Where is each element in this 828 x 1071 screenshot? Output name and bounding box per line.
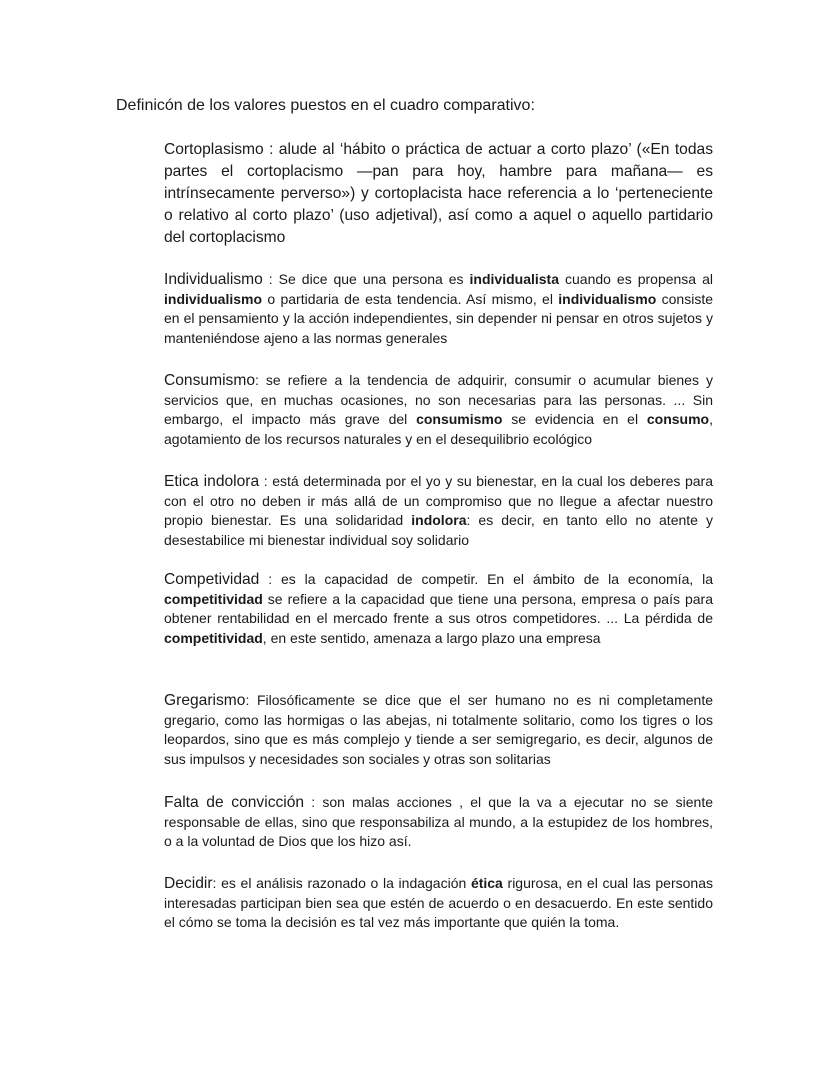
definition-text: : es el análisis razonado o la indagación	[212, 875, 471, 891]
entry-decidir	[164, 874, 713, 933]
definition-text: , en este sentido, amenaza a largo plazo una empresa	[262, 629, 601, 646]
definition-text: cuando es propensa al	[559, 271, 713, 287]
definition-text: se refiere a la capacidad que tiene una persona, empresa o país para obtener rentabilidad en el mercado frente a sus otros competidores. ... La pérdida de	[164, 590, 713, 626]
entry-term: Consumismo	[164, 372, 255, 389]
bold-keyword: competitividad	[164, 590, 263, 607]
definition-text: : está determinada por el yo y su bienestar, en la cual los deberes para con el otro no deben ir más allá de un compromiso que no llegue a afectar nuestro propio bienestar. Es una solidaridad	[164, 473, 713, 528]
entry-term: Etica indolora	[164, 473, 260, 490]
entry-falta-de-conviccion	[164, 793, 713, 852]
definition-text: : Filosóficamente se dice que el ser humano no es ni completamente gregario, como las hormigas o las abejas, ni totalmente solitario, como los tigres o los leopardos, sino que es más complejo y tiende a ser semigregario, es decir, algunos de sus impulsos y necesidades son sociales y otras son solitarias	[164, 692, 713, 767]
entry-individualismo	[164, 270, 713, 348]
entry-consumismo	[164, 371, 713, 449]
entry-term: Gregarismo	[164, 692, 246, 709]
definition-text: : se refiere a la tendencia de adquirir, consumir o acumular bienes y servicios que, en muchas ocasiones, no son necesarias para las personas. ... Sin embargo, el impacto más grave del	[164, 372, 713, 427]
entry-etica-indolora	[164, 472, 713, 550]
definition-text: o partidaria de esta tendencia. Así mismo, el	[262, 290, 559, 307]
definition-text: : es decir, en tanto ello no atente y desestabilice mi bienestar individual soy solidario	[164, 512, 713, 548]
bold-keyword: individualismo	[164, 290, 263, 307]
bold-keyword: consumo	[646, 411, 710, 427]
definition-text: : es la capacidad de competir. En el ámbito de la economía, la	[259, 571, 713, 587]
page-heading: Definicón de los valores puestos en el cuadro comparativo:	[116, 97, 535, 114]
entry-term: Individualismo	[164, 271, 263, 288]
definition-text: : alude al ‘hábito o práctica de actuar a corto plazo’ («En todas partes el cortoplacismo —pan para hoy, hambre para mañana— es intrínsecamente perverso») y cortoplacista hace referencia a lo ‘perteneciente o relativo al corto plazo’ (uso adjetival), así como a aquel o aquello partidario del cortoplacismo	[164, 141, 713, 246]
definition-text: : son malas acciones , el que la va a ejecutar no se siente responsable de ellas, sino que responsabiliza al mundo, a la estupidez de los hombres, o a la voluntad de Dios que los hizo así.	[164, 794, 713, 849]
definition-text: rigurosa, en el cual las personas interesadas participan bien sea que estén de acuerdo o en desacuerdo. En este sentido el cómo se toma la decisión es tal vez más importante que quién la toma.	[164, 875, 713, 930]
entry-competividad	[164, 570, 713, 648]
bold-keyword: competitividad	[164, 629, 263, 646]
entry-term: Decidir	[164, 875, 213, 892]
entry-term: Competividad	[164, 571, 260, 588]
bold-keyword: consumismo	[416, 411, 503, 427]
entry-gregarismo	[164, 691, 713, 769]
bold-keyword: indolora	[411, 512, 467, 528]
bold-keyword: individualista	[469, 271, 560, 287]
definition-text: : Se dice que una persona es	[262, 271, 470, 287]
entry-term: Falta de convicción	[164, 794, 305, 811]
entry-term: Cortoplasismo	[164, 141, 264, 158]
bold-keyword: individualismo	[558, 290, 657, 307]
definition-text: se evidencia en el	[502, 411, 647, 427]
bold-keyword: ética	[470, 875, 503, 891]
definition-text: consiste en el pensamiento y la acción independientes, sin depender ni pensar en otros sujetos y manteniéndose ajeno a las normas generales	[164, 290, 714, 346]
definition-text: , agotamiento de los recursos naturales y en el desequilibrio ecológico	[164, 411, 713, 447]
entry-cortoplasismo	[164, 139, 713, 249]
